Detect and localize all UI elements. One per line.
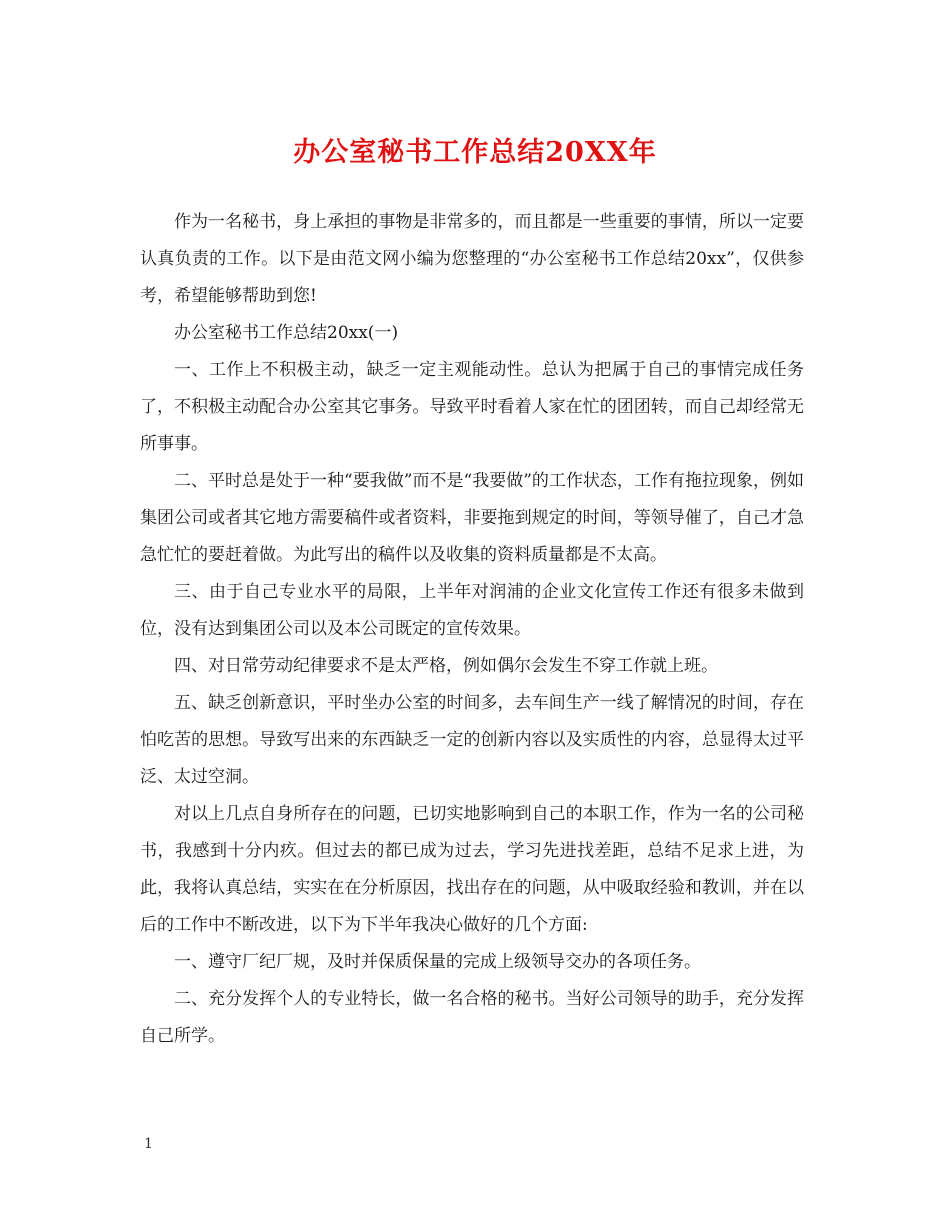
paragraph-plan-1: 一、遵守厂纪厂规，及时并保质保量的完成上级领导交办的各项任务。 — [174, 952, 701, 972]
page-number: 1 — [144, 1136, 153, 1152]
paragraph-section-heading: 办公室秘书工作总结20xx(一) — [174, 323, 399, 343]
document-body — [140, 204, 804, 1055]
paragraph-item-3: 三、由于自己专业水平的局限，上半年对润浦的企业文化宣传工作还有很多未做到位，没有达到集团公司以及本公司既定的宣传效果。 — [140, 582, 804, 639]
paragraph-item-1: 一、工作上不积极主动，缺乏一定主观能动性。总认为把属于自己的事情完成任务了，不积极主动配合办公室其它事务。导致平时看着人家在忙的团团转，而自己却经常无所事事。 — [140, 360, 804, 454]
paragraph-plan-2: 二、充分发挥个人的专业特长，做一名合格的秘书。当好公司领导的助手，充分发挥自己所学。 — [140, 989, 804, 1046]
document-title: 办公室秘书工作总结20XX年 — [293, 137, 657, 168]
paragraph-item-2: 二、平时总是处于一种“要我做”而不是“我要做”的工作状态，工作有拖拉现象，例如集团公司或者其它地方需要稿件或者资料，非要拖到规定的时间，等领导催了，自己才急急忙忙的要赶着做。为此写出的稿件以及收集的资料质量都是不太高。 — [140, 471, 804, 565]
paragraph-item-4: 四、对日常劳动纪律要求不是太严格，例如偶尔会发生不穿工作就上班。 — [174, 656, 718, 676]
paragraph-item-5: 五、缺乏创新意识，平时坐办公室的时间多，去车间生产一线了解情况的时间，存在怕吃苦的思想。导致写出来的东西缺乏一定的创新内容以及实质性的内容，总显得太过平泛、太过空洞。 — [140, 693, 804, 787]
paragraph-reflection: 对以上几点自身所存在的问题，已切实地影响到自己的本职工作，作为一名的公司秘书，我感到十分内疚。但过去的都已成为过去，学习先进找差距，总结不足求上进，为此，我将认真总结，实实在在分析原因，找出存在的问题，从中吸取经验和教训，并在以后的工作中不断改进，以下为下半年我决心做好的几个方面: — [140, 804, 804, 935]
paragraph-intro: 作为一名秘书，身上承担的事物是非常多的，而且都是一些重要的事情，所以一定要认真负责的工作。以下是由范文网小编为您整理的“办公室秘书工作总结20xx”，仅供参考，希望能够帮助到您! — [140, 212, 804, 306]
